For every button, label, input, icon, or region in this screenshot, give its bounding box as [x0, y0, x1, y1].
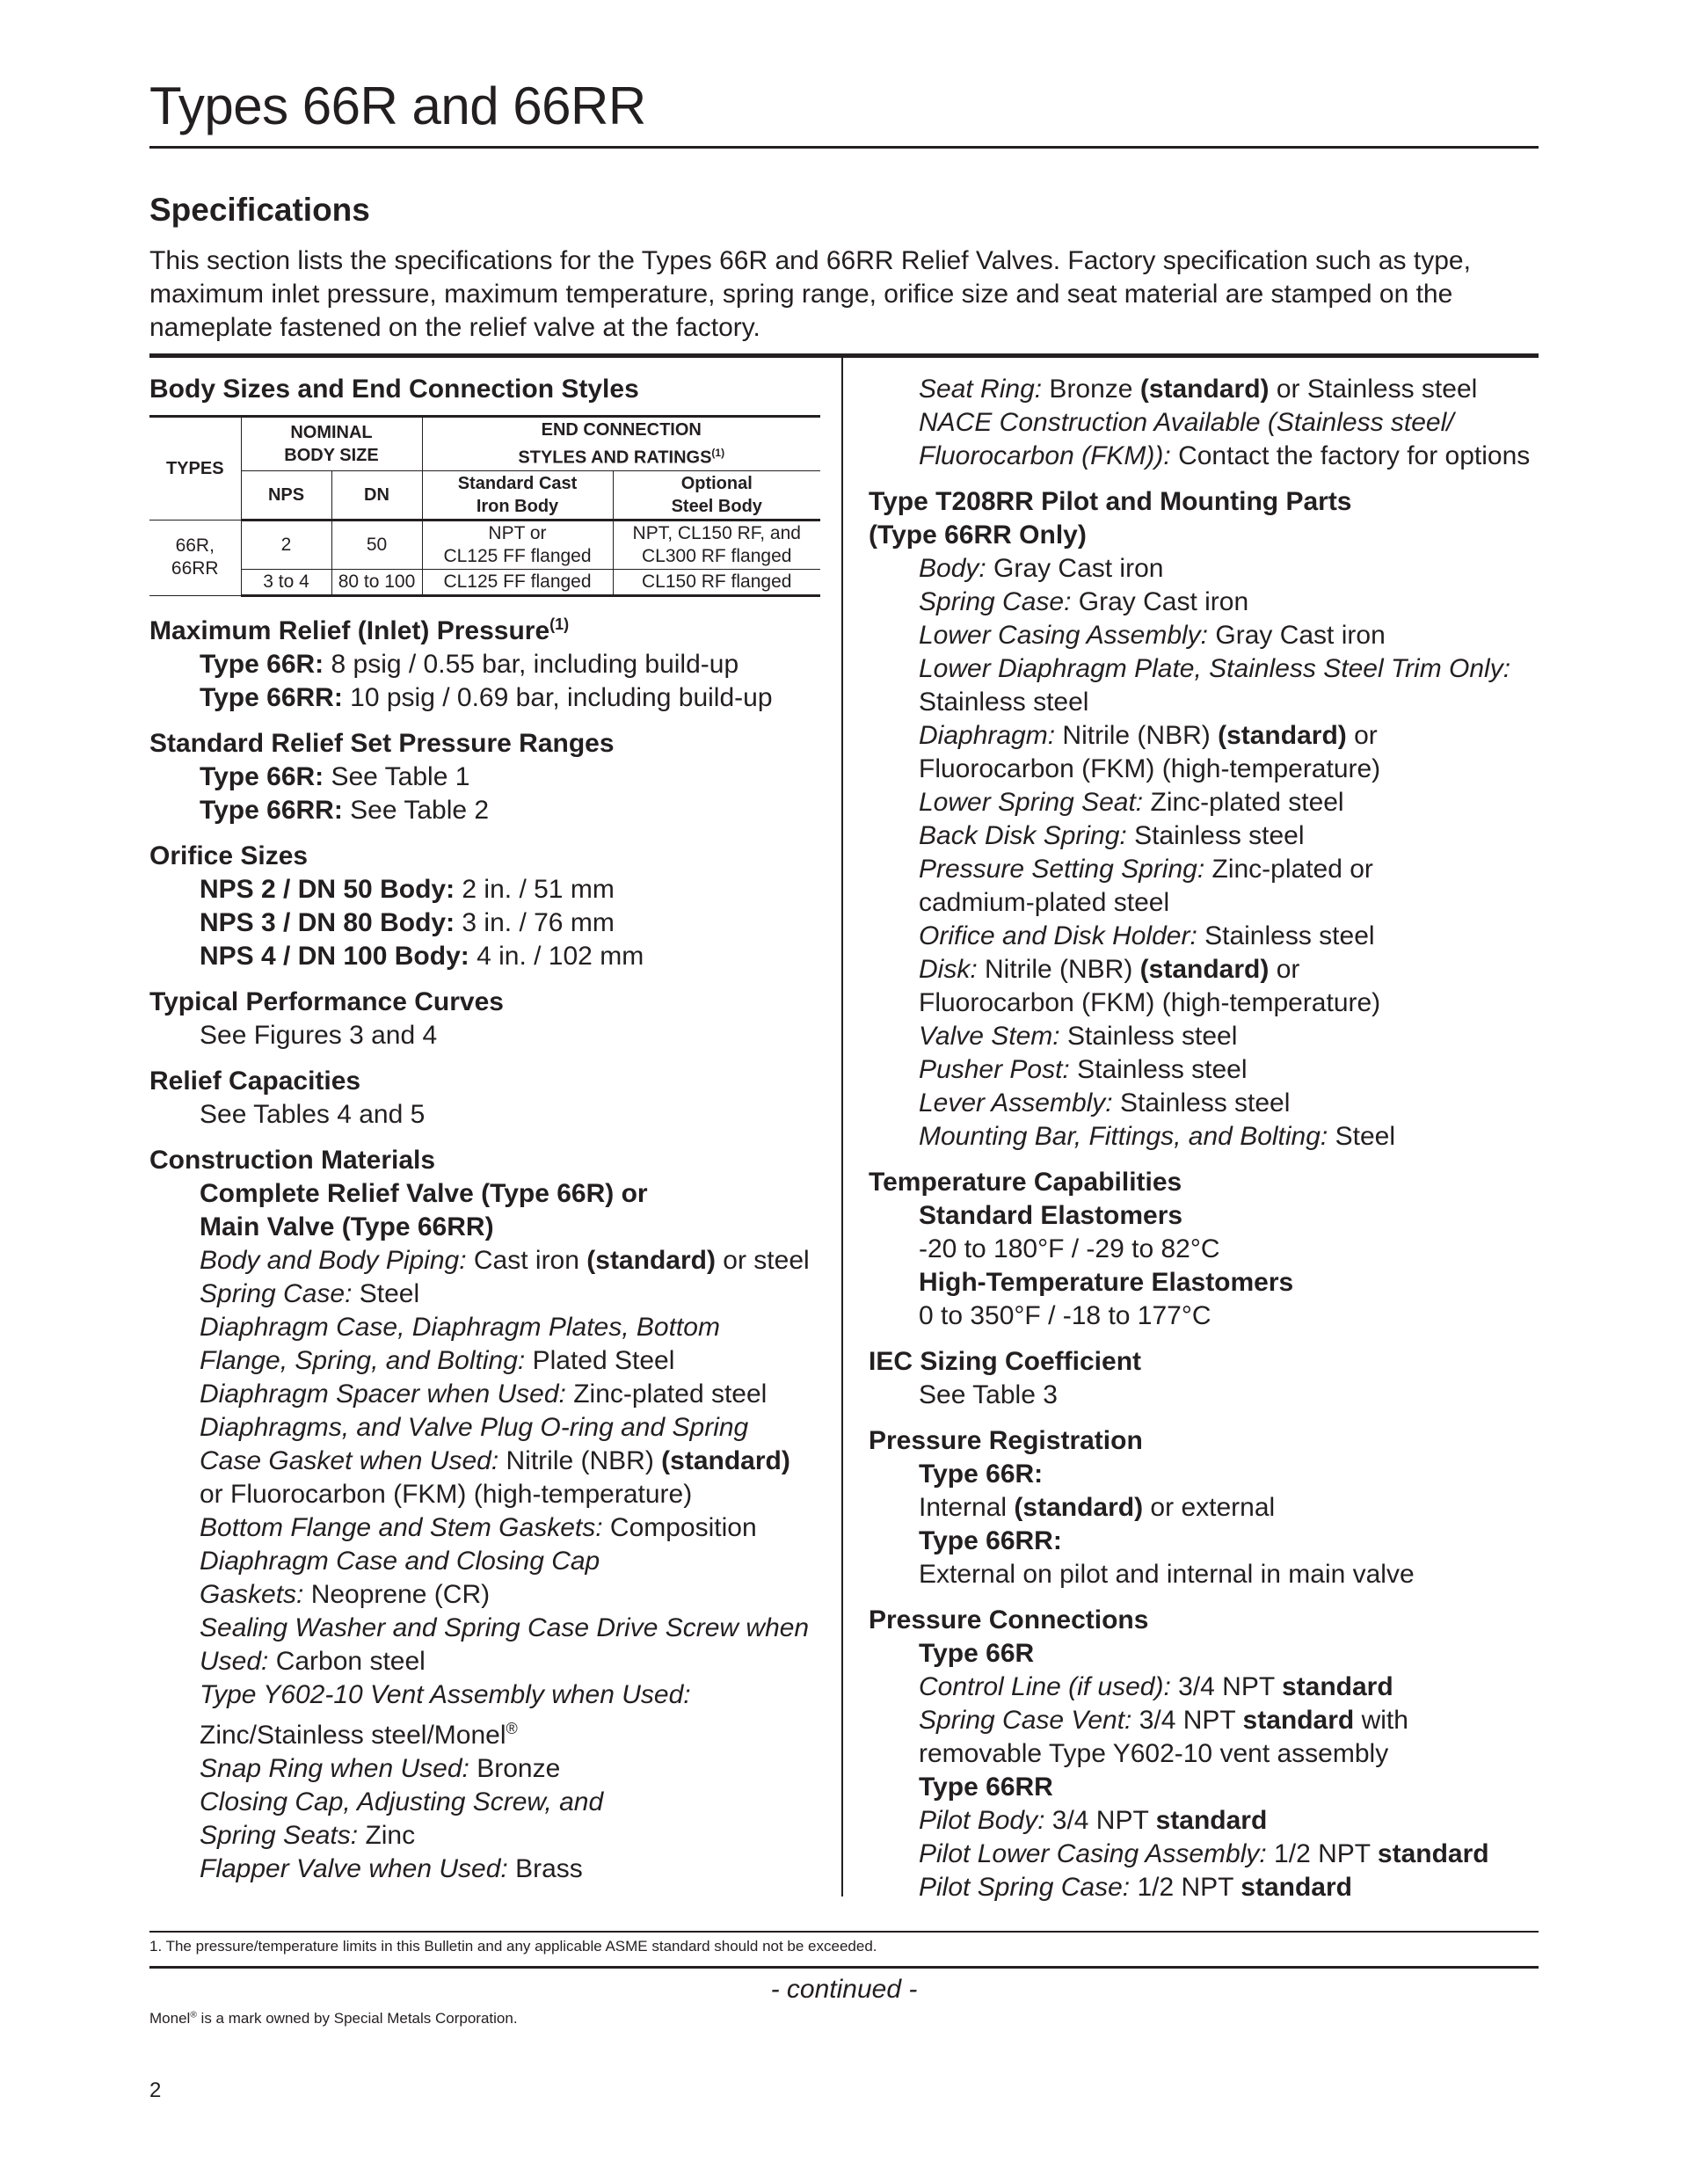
material-spring-seats: Closing Cap, Adjusting Screw, and: [200, 1787, 604, 1816]
td-optional: CL150 RF flanged: [613, 569, 820, 595]
trademark-note: Monel® is a mark owned by Special Metals Corporation.: [149, 2010, 518, 2027]
intro-paragraph: This section lists the specifications for the Types 66R and 66RR Relief Valves. Factory specification such as type, maximum inlet pressure, maximum temperature, spring range, orifice size and seat material are stamped on the nameplate fastened on the relief valve at the factory.: [149, 246, 1471, 342]
material-diaphragm-case: Flange, Spring, and Bolting: Plated Steel: [200, 1345, 675, 1375]
td-optional: NPT, CL150 RF, and CL300 RF flanged: [613, 520, 820, 569]
curves-value: See Figures 3 and 4: [200, 1020, 438, 1050]
temperature-standard-label: Standard Elastomers: [919, 1201, 1183, 1230]
registration-66r-label: Type 66R:: [919, 1460, 1044, 1489]
pilot-lower-casing: Lower Casing Assembly: Gray Cast iron: [919, 621, 1386, 650]
left-column: [149, 373, 826, 1886]
footer-rule: [149, 1966, 1539, 1969]
pilot-heading: Type T208RR Pilot and Mounting Parts: [869, 487, 1352, 516]
pilot-spring-case: Spring Case: Gray Cast iron: [919, 587, 1249, 616]
pilot-diaphragm: Diaphragm: Nitrile (NBR) (standard) or: [919, 721, 1378, 750]
pilot-orifice-holder: Orifice and Disk Holder: Stainless steel: [919, 921, 1375, 950]
pilot-lower-diaphragm-plate: Lower Diaphragm Plate, Stainless Steel Trim Only:: [919, 654, 1511, 683]
registration-66rr-value: External on pilot and internal in main valve: [919, 1560, 1415, 1589]
orifice-heading: Orifice Sizes: [149, 841, 309, 870]
td-standard: NPT or CL125 FF flanged: [422, 520, 613, 569]
pilot-heading: (Type 66RR Only): [869, 521, 1087, 550]
material-sealing-washer: Sealing Washer and Spring Case Drive Screw when: [200, 1613, 810, 1642]
material-diaphragms: Diaphragms, and Valve Plug O-ring and Spring: [200, 1412, 749, 1442]
section-heading: Specifications: [149, 192, 370, 228]
pilot-body: Body: Gray Cast iron: [919, 554, 1164, 583]
material-diaphragms: or Fluorocarbon (FKM) (high-temperature): [200, 1479, 693, 1509]
material-spring-case: Spring Case: Steel: [200, 1278, 420, 1308]
max-relief-66rr: Type 66RR: 10 psig / 0.69 bar, including build-up: [200, 682, 773, 712]
td-dn: 50: [331, 520, 422, 569]
iec-heading: IEC Sizing Coefficient: [869, 1347, 1142, 1376]
material-seat-ring: Seat Ring: Bronze (standard) or Stainless steel: [919, 375, 1478, 404]
material-snap-ring: Snap Ring when Used: Bronze: [200, 1753, 561, 1783]
pilot-lower-spring-seat: Lower Spring Seat: Zinc-plated steel: [919, 788, 1344, 817]
material-diaphragm-spacer: Diaphragm Spacer when Used: Zinc-plated steel: [200, 1379, 768, 1409]
td-standard: CL125 FF flanged: [422, 569, 613, 595]
max-relief-heading: Maximum Relief (Inlet) Pressure$^{(1)}$: [149, 615, 570, 645]
material-flapper-valve: Flapper Valve when Used: Brass: [200, 1853, 583, 1883]
temperature-high-label: High-Temperature Elastomers: [919, 1268, 1294, 1297]
set-pressure-heading: Standard Relief Set Pressure Ranges: [149, 728, 615, 758]
orifice-nps2: NPS 2 / DN 50 Body: 2 in. / 51 mm: [200, 874, 615, 904]
body-sizes-heading: Body Sizes and End Connection Styles: [149, 375, 639, 404]
material-sealing-washer: Used: Carbon steel: [200, 1646, 426, 1676]
construction-subheading: Complete Relief Valve (Type 66R) or: [200, 1178, 648, 1208]
page-number: 2: [149, 2078, 162, 2102]
pilot-setting-spring: Pressure Setting Spring: Zinc-plated or: [919, 855, 1373, 884]
material-closing-cap-gaskets: Gaskets: Neoprene (CR): [200, 1579, 491, 1609]
pilot-pusher-post: Pusher Post: Stainless steel: [919, 1055, 1248, 1084]
pilot-disk: Fluorocarbon (FKM) (high-temperature): [919, 988, 1381, 1017]
registration-66rr-label: Type 66RR:: [919, 1526, 1062, 1555]
title-rule: [149, 146, 1539, 149]
th-end-connection: END CONNECTION STYLES AND RATINGS$^{(1)}$: [422, 417, 820, 471]
td-dn: 80 to 100: [331, 569, 422, 595]
pilot-disk: Disk: Nitrile (NBR) (standard) or: [919, 955, 1300, 984]
pilot-valve-stem: Valve Stem: Stainless steel: [919, 1022, 1238, 1051]
material-vent-assembly: Type Y602-10 Vent Assembly when Used:: [200, 1679, 691, 1709]
pilot-setting-spring: cadmium-plated steel: [919, 888, 1170, 917]
material-spring-seats: Spring Seats: Zinc: [200, 1820, 416, 1850]
nace-construction: NACE Construction Available (Stainless steel/: [919, 408, 1454, 437]
table-header-row: [149, 417, 820, 471]
footnote: 1. The pressure/temperature limits in this Bulletin and any applicable ASME standard should not be exceeded.: [149, 1938, 877, 1955]
max-relief-66r: Type 66R: 8 psig / 0.55 bar, including build-up: [200, 649, 739, 679]
curves-heading: Typical Performance Curves: [149, 986, 504, 1016]
registration-heading: Pressure Registration: [869, 1426, 1143, 1455]
temperature-high-value: 0 to 350°F / -18 to 177°C: [919, 1301, 1211, 1330]
right-column: [869, 373, 1554, 1904]
orifice-nps4: NPS 4 / DN 100 Body: 4 in. / 102 mm: [200, 941, 644, 971]
material-bottom-flange: Bottom Flange and Stem Gaskets: Composition: [200, 1512, 757, 1542]
connection-pilot-spring-case: Pilot Spring Case: 1/2 NPT standard: [919, 1873, 1352, 1902]
pilot-diaphragm: Fluorocarbon (FKM) (high-temperature): [919, 754, 1381, 783]
connection-control-line: Control Line (if used): 3/4 NPT standard: [919, 1672, 1393, 1701]
construction-heading: Construction Materials: [149, 1145, 436, 1175]
material-closing-cap-gaskets: Diaphragm Case and Closing Cap: [200, 1546, 600, 1576]
set-pressure-66rr: Type 66RR: See Table 2: [200, 795, 490, 825]
material-diaphragm-case: Diaphragm Case, Diaphragm Plates, Bottom: [200, 1312, 720, 1342]
connections-66rr-label: Type 66RR: [919, 1773, 1053, 1802]
th-nominal: NOMINAL BODY SIZE: [241, 417, 422, 471]
table-subheader-row: [149, 470, 820, 520]
footnote-rule: [149, 1931, 1539, 1933]
connection-spring-case-vent: removable Type Y602-10 vent assembly: [919, 1739, 1389, 1768]
capacities-heading: Relief Capacities: [149, 1066, 361, 1096]
connection-pilot-body: Pilot Body: 3/4 NPT standard: [919, 1806, 1268, 1835]
construction-subheading: Main Valve (Type 66RR): [200, 1212, 494, 1241]
connections-heading: Pressure Connections: [869, 1605, 1149, 1634]
material-vent-assembly: Zinc/Stainless steel/Monel®: [200, 1719, 518, 1750]
connection-spring-case-vent: Spring Case Vent: 3/4 NPT standard with: [919, 1706, 1408, 1735]
th-nps: NPS: [241, 470, 331, 520]
temperature-heading: Temperature Capabilities: [869, 1168, 1182, 1197]
registration-66r-value: Internal (standard) or external: [919, 1493, 1276, 1522]
pilot-lower-diaphragm-plate: Stainless steel: [919, 688, 1089, 717]
pilot-lever-assembly: Lever Assembly: Stainless steel: [919, 1088, 1291, 1117]
nace-construction: Fluorocarbon (FKM)): Contact the factory for options: [919, 441, 1531, 470]
orifice-nps3: NPS 3 / DN 80 Body: 3 in. / 76 mm: [200, 907, 615, 937]
td-types: 66R, 66RR: [149, 520, 241, 595]
th-optional: Optional Steel Body: [613, 470, 820, 520]
pilot-mounting-bar: Mounting Bar, Fittings, and Bolting: Steel: [919, 1122, 1395, 1151]
material-diaphragms: Case Gasket when Used: Nitrile (NBR) (standard): [200, 1445, 790, 1475]
intro-rule: [149, 353, 1539, 358]
continued-label: - continued -: [770, 1975, 918, 2004]
page-title: Types 66R and 66RR: [149, 76, 646, 135]
capacities-value: See Tables 4 and 5: [200, 1099, 426, 1129]
pilot-back-disk-spring: Back Disk Spring: Stainless steel: [919, 821, 1305, 850]
th-dn: DN: [331, 470, 422, 520]
th-types: TYPES: [149, 417, 241, 521]
table-row: [149, 520, 820, 569]
column-divider: [841, 358, 843, 1896]
td-nps: 2: [241, 520, 331, 569]
td-nps: 3 to 4: [241, 569, 331, 595]
table-row: [149, 569, 820, 595]
set-pressure-66r: Type 66R: See Table 1: [200, 761, 470, 791]
iec-value: See Table 3: [919, 1380, 1058, 1409]
connection-pilot-lower-casing: Pilot Lower Casing Assembly: 1/2 NPT standard: [919, 1839, 1489, 1868]
body-sizes-table: [149, 415, 820, 597]
temperature-standard-value: -20 to 180°F / -29 to 82°C: [919, 1234, 1220, 1263]
th-standard: Standard Cast Iron Body: [422, 470, 613, 520]
material-body-piping: Body and Body Piping: Cast iron (standard) or steel: [200, 1245, 810, 1275]
connections-66r-label: Type 66R: [919, 1639, 1035, 1668]
